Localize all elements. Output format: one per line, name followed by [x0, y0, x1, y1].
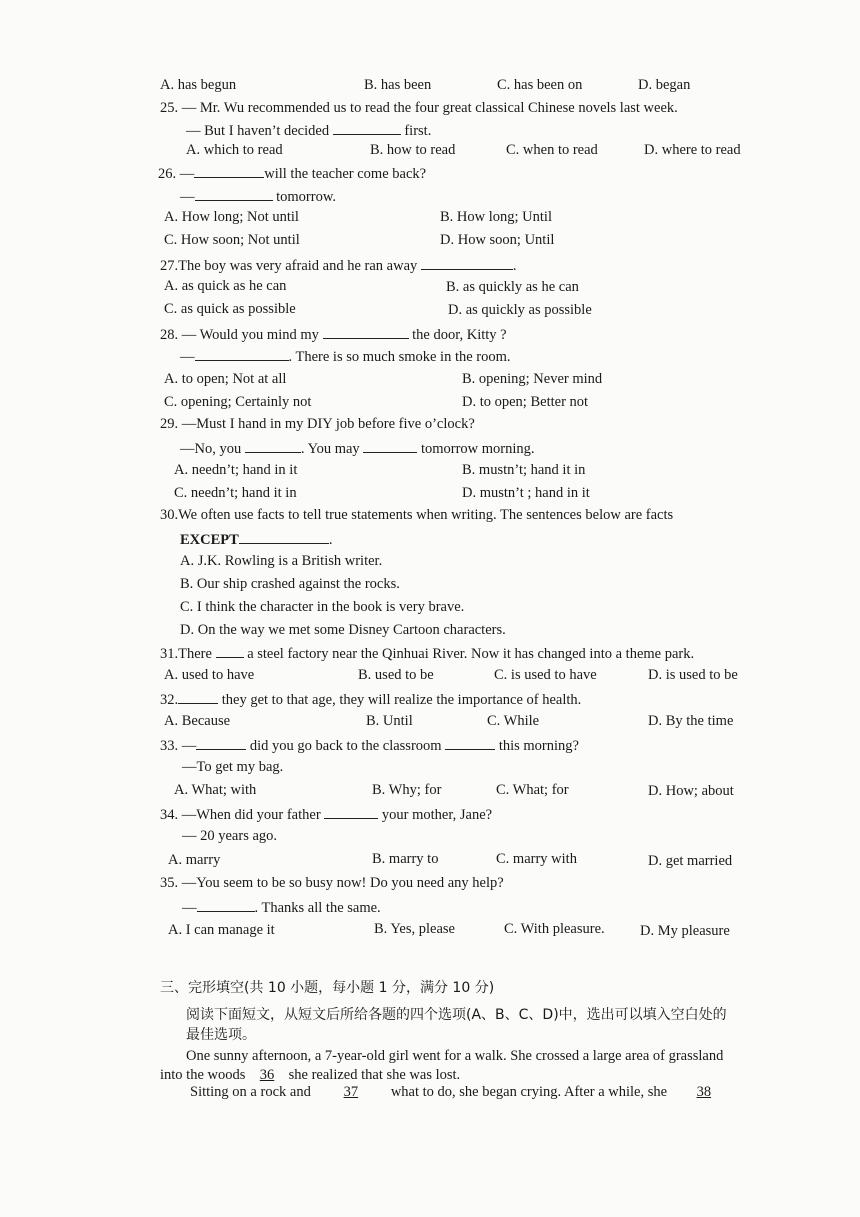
- q28-reply: — . There is so much smoke in the room.: [180, 346, 511, 366]
- q26-option-c: C. How soon; Not until: [164, 232, 300, 248]
- q25-option-d: D. where to read: [644, 142, 741, 158]
- q28-option-a: A. to open; Not at all: [164, 371, 287, 387]
- q35-option-d: D. My pleasure: [640, 923, 730, 939]
- q28-option-d: D. to open; Better not: [462, 394, 589, 410]
- q33-stem: 33. — did you go back to the classroom this morning?: [160, 735, 579, 755]
- q25-option-c: C. when to read: [506, 142, 598, 158]
- q35-option-c: C. With pleasure.: [504, 921, 605, 937]
- q32-stem: 32. they get to that age, they will realize the importance of health.: [160, 689, 581, 709]
- q28-option-b: B. opening; Never mind: [462, 371, 603, 387]
- q30-option-a: A. J.K. Rowling is a British writer.: [180, 553, 383, 569]
- q33-option-c: C. What; for: [496, 782, 569, 798]
- answer-blank: [195, 186, 273, 201]
- q33-option-a: A. What; with: [174, 782, 257, 798]
- q30-stem: 30.We often use facts to tell true statements when writing. The sentences below are facts: [160, 507, 674, 523]
- q32-option-b: B. Until: [366, 713, 413, 729]
- q35-option-a: A. I can manage it: [168, 922, 275, 938]
- q34-option-c: C. marry with: [496, 851, 577, 867]
- q33-option-b: B. Why; for: [372, 782, 442, 798]
- q31-option-b: B. used to be: [358, 667, 434, 683]
- q32-option-d: D. By the time: [648, 713, 734, 729]
- q27-option-b: B. as quickly as he can: [446, 279, 579, 295]
- q29-stem: 29. —Must I hand in my DIY job before five o’clock?: [160, 416, 475, 432]
- q35-stem: 35. —You seem to be so busy now! Do you need any help?: [160, 875, 504, 891]
- blank-36: 36: [259, 1067, 275, 1083]
- q32-option-c: C. While: [487, 713, 540, 729]
- q27-option-a: A. as quick as he can: [164, 278, 287, 294]
- answer-blank: [178, 689, 218, 704]
- section3-heading: 三、完形填空(共 10 小题，每小题 1 分，满分 10 分): [160, 980, 495, 996]
- q26-option-b: B. How long; Until: [440, 209, 552, 225]
- q29-option-a: A. needn’t; hand in it: [174, 462, 298, 478]
- q27-option-d: D. as quickly as possible: [448, 302, 592, 318]
- q34-option-d: D. get married: [648, 853, 733, 869]
- q28-stem: 28. — Would you mind my the door, Kitty ?: [160, 324, 507, 344]
- q29-option-b: B. mustn’t; hand it in: [462, 462, 586, 478]
- q34-stem: 34. —When did your father your mother, Jane?: [160, 804, 492, 824]
- answer-blank: [197, 897, 255, 912]
- q30-option-b: B. Our ship crashed against the rocks.: [180, 576, 400, 592]
- q28-option-c: C. opening; Certainly not: [164, 394, 312, 410]
- answer-blank: [239, 529, 329, 544]
- q29-reply: —No, you . You may tomorrow morning.: [180, 438, 535, 458]
- q31-stem: 31.There a steel factory near the Qinhuai River. Now it has changed into a theme park.: [160, 643, 694, 663]
- q31-option-a: A. used to have: [164, 667, 255, 683]
- answer-blank: [245, 438, 301, 453]
- q24-option-d: D. began: [638, 77, 691, 93]
- blank-37: 37: [343, 1084, 359, 1100]
- q30-option-d: D. On the way we met some Disney Cartoon characters.: [180, 622, 506, 638]
- q34-option-b: B. marry to: [372, 851, 439, 867]
- blank-38: 38: [696, 1084, 712, 1100]
- passage-line3: Sitting on a rock and 37 what to do, she began crying. After a while, she 38: [190, 1084, 712, 1100]
- answer-blank: [216, 643, 244, 658]
- q31-option-c: C. is used to have: [494, 667, 597, 683]
- q29-option-c: C. needn’t; hand it in: [174, 485, 297, 501]
- section3-instruction-line1: 阅读下面短文，从短文后所给各题的四个选项(A、B、C、D)中，选出可以填入空白处的: [186, 1007, 727, 1023]
- q31-option-d: D. is used to be: [648, 667, 738, 683]
- q34-option-a: A. marry: [168, 852, 221, 868]
- q33-reply: —To get my bag.: [182, 759, 284, 775]
- q25-option-b: B. how to read: [370, 142, 456, 158]
- q26-stem: 26. — will the teacher come back?: [158, 163, 426, 183]
- answer-blank: [363, 438, 417, 453]
- answer-blank: [421, 255, 513, 270]
- q35-reply: — . Thanks all the same.: [182, 897, 381, 917]
- q30-option-c: C. I think the character in the book is very brave.: [180, 599, 465, 615]
- answer-blank: [323, 324, 409, 339]
- answer-blank: [324, 804, 378, 819]
- q27-option-c: C. as quick as possible: [164, 301, 296, 317]
- q32-option-a: A. Because: [164, 713, 231, 729]
- q27-stem: 27.The boy was very afraid and he ran away .: [160, 255, 517, 275]
- answer-blank: [195, 346, 289, 361]
- q33-option-d: D. How; about: [648, 783, 734, 799]
- q26-reply: — tomorrow.: [180, 186, 336, 206]
- answer-blank: [333, 120, 401, 135]
- q26-option-d: D. How soon; Until: [440, 232, 555, 248]
- q29-option-d: D. mustn’t ; hand in it: [462, 485, 590, 501]
- q34-reply: — 20 years ago.: [182, 828, 278, 844]
- answer-blank: [445, 735, 495, 750]
- q35-option-b: B. Yes, please: [374, 921, 455, 937]
- q24-option-a: A. has begun: [160, 77, 237, 93]
- answer-blank: [196, 735, 246, 750]
- answer-blank: [194, 163, 264, 178]
- q26-option-a: A. How long; Not until: [164, 209, 299, 225]
- q25-reply: — But I haven’t decided first.: [186, 120, 431, 140]
- q24-option-b: B. has been: [364, 77, 432, 93]
- q25-stem: 25. — Mr. Wu recommended us to read the four great classical Chinese novels last week.: [160, 100, 678, 116]
- passage-line2: into the woods 36 she realized that she was lost.: [160, 1067, 461, 1083]
- q30-except-line: EXCEPT .: [180, 529, 332, 549]
- q24-option-c: C. has been on: [497, 77, 583, 93]
- passage-line1: One sunny afternoon, a 7-year-old girl went for a walk. She crossed a large area of grassland: [186, 1048, 724, 1064]
- q25-option-a: A. which to read: [186, 142, 283, 158]
- section3-instruction-line2: 最佳选项。: [186, 1027, 256, 1043]
